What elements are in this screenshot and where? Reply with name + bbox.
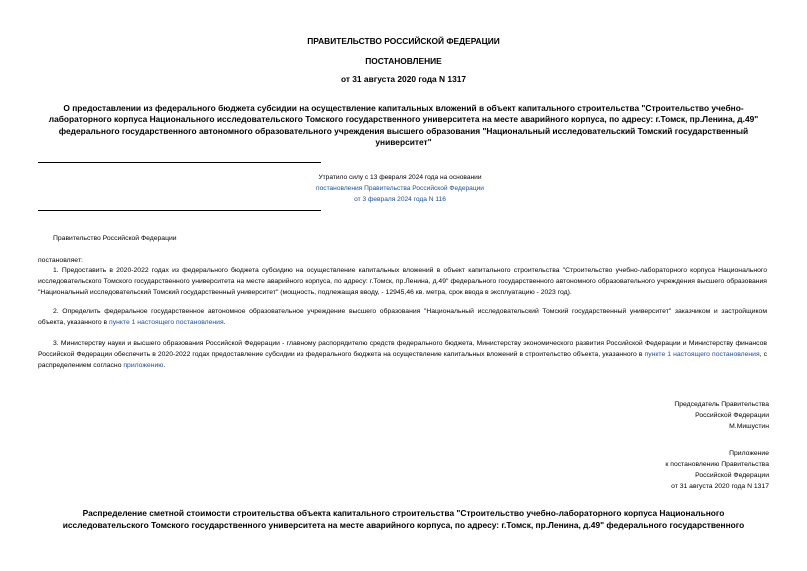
divider-bottom xyxy=(38,210,321,211)
paragraph-3 xyxy=(38,338,767,371)
repeal-decree-date-link[interactable]: от 3 февраля 2024 года N 116 xyxy=(354,195,446,203)
paragraph-3-end: . xyxy=(163,362,166,369)
government-subject: Правительство Российской Федерации xyxy=(53,235,177,242)
status-note-text: Утратило силу с 13 февраля 2024 года на основании xyxy=(318,174,482,181)
appendix-label: Приложение xyxy=(729,450,769,457)
date-number-heading: от 31 августа 2020 года N 1317 xyxy=(340,74,467,84)
appendix-block xyxy=(665,448,769,492)
resolves-label: постановляет: xyxy=(38,257,83,264)
point-1-link-2[interactable]: пункте 1 настоящего постановления xyxy=(644,351,760,358)
signature-org: Российской Федерации xyxy=(695,412,769,419)
paragraph-2-end: . xyxy=(223,319,226,326)
repeal-decree-link[interactable]: постановления Правительства Российской Федерации xyxy=(316,184,484,192)
point-1-link[interactable]: пункте 1 настоящего постановления xyxy=(109,319,224,326)
paragraph-2-text: 2. Определить федеральное государственное автономное образовательное учреждение высшего образования "Национальный исследовательский Томский государственный университет" заказчиком и застройщиком объекта, указанного в xyxy=(38,308,767,326)
status-note xyxy=(290,173,510,206)
appendix-date: от 31 августа 2020 года N 1317 xyxy=(671,483,769,490)
paragraph-2 xyxy=(38,306,767,328)
paragraph-1: 1. Предоставить в 2020-2022 годах из федерального бюджета субсидию на осуществление капитальных вложений в объект капитального строительства "Строительство учебно-лабораторного корпуса Национального исследовательского Томского государственного университета на месте аварийного корпуса, по адресу: г.Томск, пр.Ленина, д.49" федерального государственного автономного образовательного учреждения высшего образования "Национальный исследовательский Томский государственный университет" (мощность, подлежащая вводу, - 12945,46 кв. метра, срок ввода в эксплуатацию - 2023 год). xyxy=(38,267,767,296)
appendix-ref: к постановлению Правительства xyxy=(665,461,769,468)
signature-block xyxy=(674,399,769,432)
divider-top xyxy=(38,162,321,163)
government-heading: ПРАВИТЕЛЬСТВО РОССИЙСКОЙ ФЕДЕРАЦИИ xyxy=(307,36,500,46)
document-title: О предоставлении из федерального бюджета субсидии на осуществление капитальных вложений в объект капитального строительства "Строительство учебно-лабораторного корпуса Национального исследовательского Томского государственного университета на месте аварийного корпуса, по адресу: г.Томск, пр.Ленина, д.49" федерального государственного автономного образовательного учреждения высшего образования "Национальный исследовательский Томский государственный университет" xyxy=(48,103,759,148)
doc-type-heading: ПОСТАНОВЛЕНИЕ xyxy=(365,56,442,66)
paragraph-3-text: 3. Министерству науки и высшего образования Российской Федерации - главному распорядителю средств федерального бюджета, Министерству экономического развития Российской Федерации и Министерству финансов Российской Федерации обеспечить в 2020-2022 годах предоставление субсидии из федерального бюджета на осуществление капитальных вложений в строительство объекта, указанного в xyxy=(38,340,767,358)
appendix-title: Распределение сметной стоимости строительства объекта капитального строительства "Строительство учебно-лабораторного корпуса Национального исследовательского Томского государственного университета на месте аварийного корпуса, по адресу: г.Томск, пр.Ленина, д.49" федерального государственного xyxy=(62,508,745,531)
signature-name: М.Мишустин xyxy=(729,423,769,430)
signature-position: Председатель Правительства xyxy=(674,401,769,408)
appendix-link[interactable]: приложению xyxy=(123,362,164,369)
appendix-org: Российской Федерации xyxy=(695,472,769,479)
paragraph-3-mid: , с распределением согласно xyxy=(38,351,767,369)
